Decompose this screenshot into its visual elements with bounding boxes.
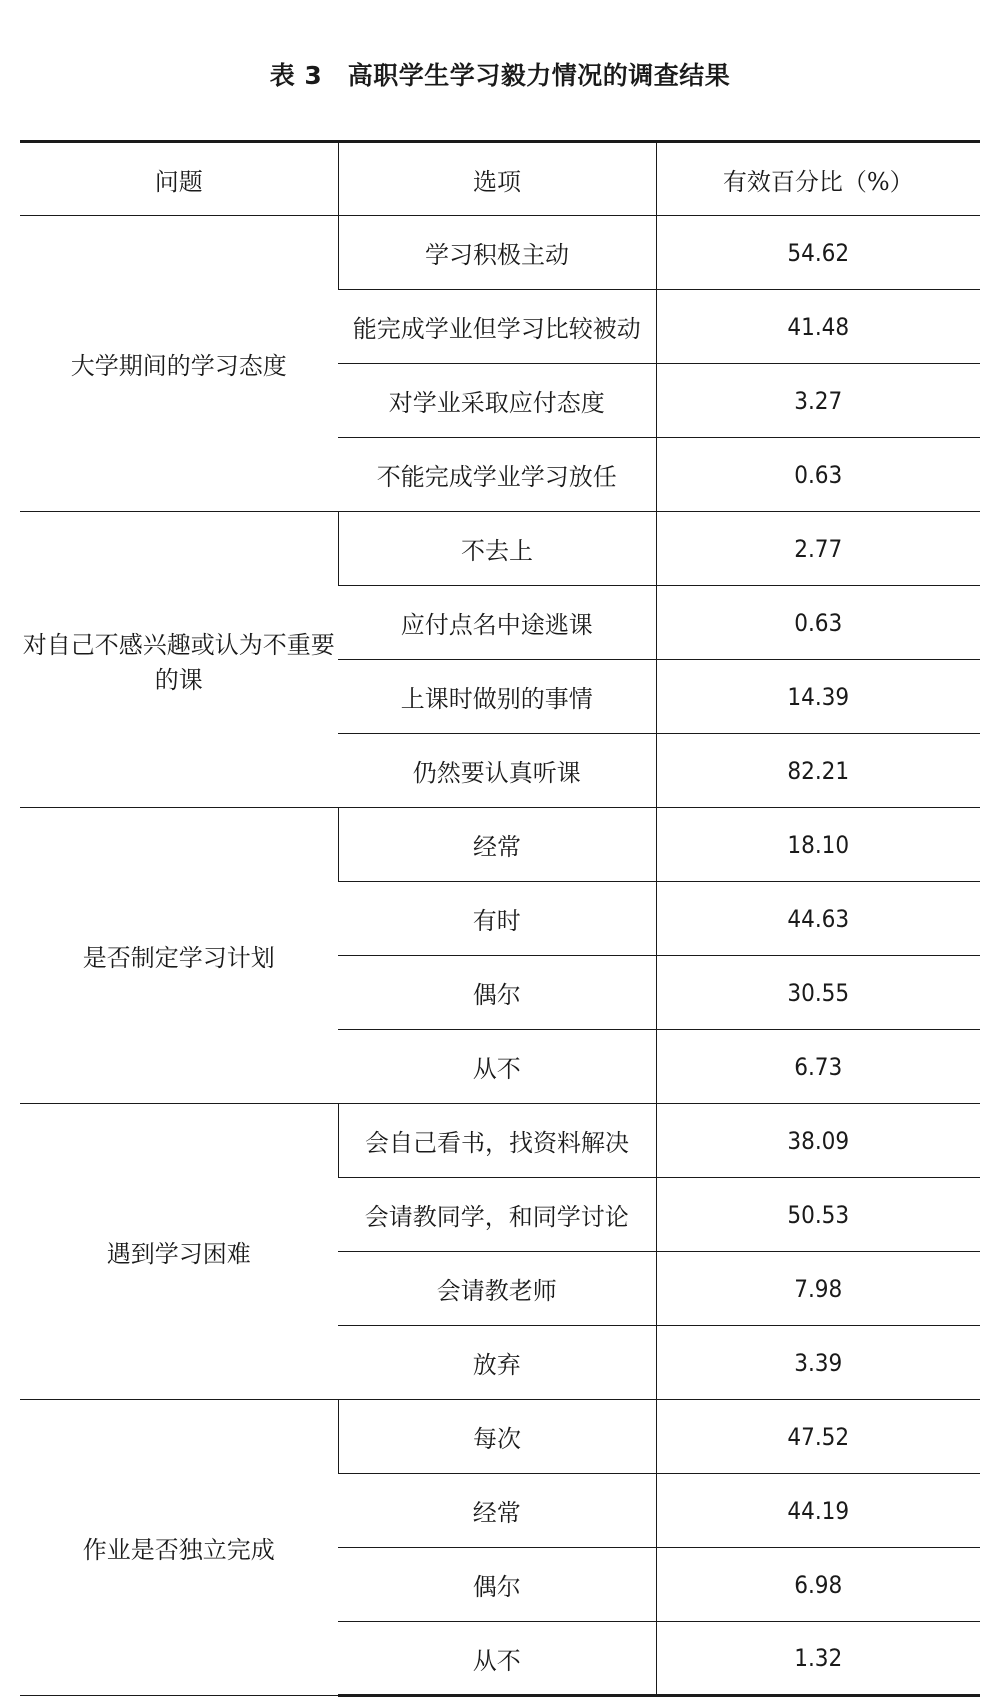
percentage-cell: 50.53 (656, 1178, 980, 1252)
percentage-cell: 0.63 (656, 438, 980, 512)
survey-table-container (20, 140, 980, 1697)
table-row (20, 216, 980, 290)
table-row (20, 1104, 980, 1178)
table-row (20, 1400, 980, 1474)
option-cell: 仍然要认真听课 (338, 734, 656, 808)
option-cell: 会请教老师 (338, 1252, 656, 1326)
percentage-cell: 38.09 (656, 1104, 980, 1178)
header-question: 问题 (20, 142, 338, 216)
option-cell: 上课时做别的事情 (338, 660, 656, 734)
option-cell: 有时 (338, 882, 656, 956)
percentage-cell: 47.52 (656, 1400, 980, 1474)
option-cell: 偶尔 (338, 956, 656, 1030)
question-cell: 大学期间的学习态度 (20, 216, 338, 512)
option-cell: 每次 (338, 1400, 656, 1474)
option-cell: 学习积极主动 (338, 216, 656, 290)
survey-table (20, 140, 980, 1697)
question-cell: 遇到学习困难 (20, 1104, 338, 1400)
percentage-cell: 54.62 (656, 216, 980, 290)
option-cell: 偶尔 (338, 1548, 656, 1622)
option-cell: 会请教同学，和同学讨论 (338, 1178, 656, 1252)
option-cell: 会自己看书，找资料解决 (338, 1104, 656, 1178)
option-cell: 放弃 (338, 1326, 656, 1400)
question-cell: 对自己不感兴趣或认为不重要的课 (20, 512, 338, 808)
table-header (20, 142, 980, 216)
option-cell: 经常 (338, 808, 656, 882)
percentage-cell: 14.39 (656, 660, 980, 734)
percentage-cell: 6.73 (656, 1030, 980, 1104)
header-row (20, 142, 980, 216)
header-percentage: 有效百分比（%） (656, 142, 980, 216)
percentage-cell: 30.55 (656, 956, 980, 1030)
percentage-cell: 0.63 (656, 586, 980, 660)
option-cell: 不能完成学业学习放任 (338, 438, 656, 512)
option-cell: 从不 (338, 1030, 656, 1104)
header-option: 选项 (338, 142, 656, 216)
question-cell: 是否制定学习计划 (20, 808, 338, 1104)
percentage-cell: 7.98 (656, 1252, 980, 1326)
option-cell: 应付点名中途逃课 (338, 586, 656, 660)
option-cell: 经常 (338, 1474, 656, 1548)
percentage-cell: 18.10 (656, 808, 980, 882)
option-cell: 不去上 (338, 512, 656, 586)
table-row (20, 808, 980, 882)
percentage-cell: 3.27 (656, 364, 980, 438)
option-cell: 对学业采取应付态度 (338, 364, 656, 438)
percentage-cell: 82.21 (656, 734, 980, 808)
percentage-cell: 44.19 (656, 1474, 980, 1548)
percentage-cell: 3.39 (656, 1326, 980, 1400)
option-cell: 从不 (338, 1622, 656, 1696)
table-title: 表 3 高职学生学习毅力情况的调查结果 (269, 61, 731, 90)
percentage-cell: 2.77 (656, 512, 980, 586)
table-row (20, 512, 980, 586)
percentage-cell: 6.98 (656, 1548, 980, 1622)
percentage-cell: 1.32 (656, 1622, 980, 1696)
option-cell: 能完成学业但学习比较被动 (338, 290, 656, 364)
table-body (20, 216, 980, 1696)
percentage-cell: 44.63 (656, 882, 980, 956)
percentage-cell: 41.48 (656, 290, 980, 364)
question-cell: 作业是否独立完成 (20, 1400, 338, 1696)
